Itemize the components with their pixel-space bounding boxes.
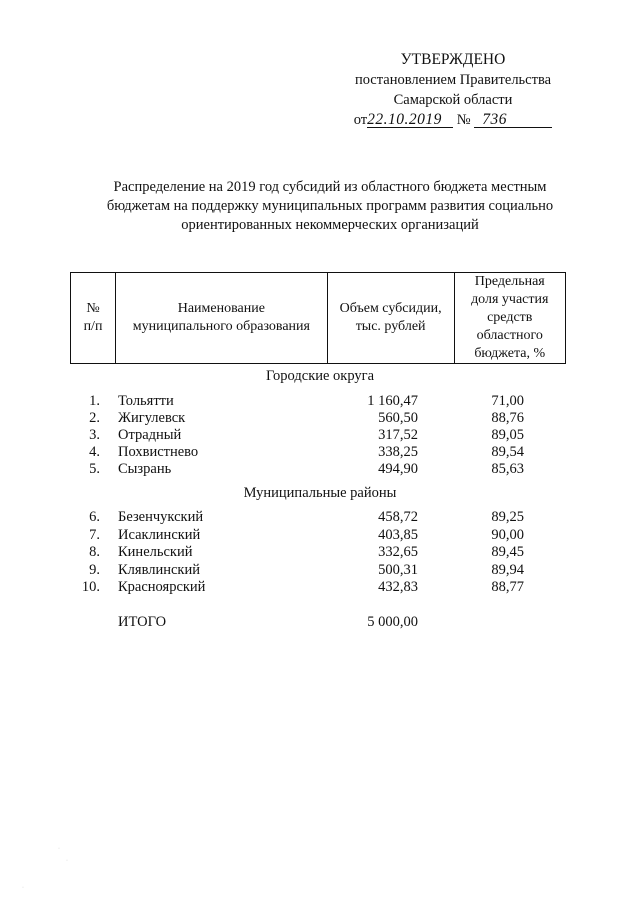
total-label: ИТОГО xyxy=(118,614,167,630)
header-col3-line1: Объем субсидии, xyxy=(339,301,442,316)
header-col1-line2: п/п xyxy=(83,319,103,334)
table-row xyxy=(0,392,640,410)
header-col3-line2: тыс. рублей xyxy=(355,319,426,334)
section-title-municipal-districts: Муниципальные районы xyxy=(243,485,397,501)
title-line3: ориентированных некоммерческих организаций xyxy=(181,217,479,233)
row-value: 458,72 xyxy=(378,509,418,525)
row-name: Похвистнево xyxy=(118,444,199,460)
scan-speck: · xyxy=(22,885,24,891)
row-name: Кинельский xyxy=(118,544,193,560)
row-share: 89,25 xyxy=(491,509,524,525)
header-col-amount xyxy=(327,273,454,364)
row-name: Красноярский xyxy=(118,579,206,595)
row-number: 6. xyxy=(89,509,100,525)
row-name: Безенчукский xyxy=(118,509,204,525)
approval-date-line xyxy=(338,110,568,130)
approval-number: 736 xyxy=(474,112,552,128)
scan-speck: · xyxy=(66,858,68,864)
row-value: 403,85 xyxy=(378,527,418,543)
row-value: 494,90 xyxy=(378,461,418,477)
row-value: 560,50 xyxy=(378,410,418,426)
header-col4-line2: доля участия xyxy=(471,292,549,307)
header-col-number xyxy=(71,273,116,364)
row-name: Тольятти xyxy=(118,393,174,409)
row-value: 432,83 xyxy=(378,579,418,595)
row-number: 10. xyxy=(81,579,100,595)
row-name: Отрадный xyxy=(118,427,182,443)
header-col-share xyxy=(454,273,565,364)
row-number: 4. xyxy=(89,444,100,460)
table-row xyxy=(0,460,640,478)
header-col4-line4: областного xyxy=(476,328,543,343)
section-title-city-districts: Городские округа xyxy=(265,368,375,384)
header-col-name xyxy=(116,273,328,364)
row-name: Жигулевск xyxy=(118,410,186,426)
title-line2: бюджетам на поддержку муниципальных программ развития социально xyxy=(106,198,554,214)
row-number: 7. xyxy=(89,527,100,543)
from-label: от xyxy=(353,112,368,128)
table-row xyxy=(0,543,640,561)
row-number: 2. xyxy=(89,410,100,426)
approval-block xyxy=(338,50,568,130)
approval-heading: УТВЕРЖДЕНО xyxy=(400,51,506,68)
table-row xyxy=(0,426,640,444)
header-col1-line1: № xyxy=(86,301,100,316)
row-share: 85,63 xyxy=(491,461,524,477)
row-name: Исаклинский xyxy=(118,527,201,543)
row-value: 500,31 xyxy=(378,562,418,578)
row-share: 89,54 xyxy=(491,444,524,460)
row-value: 332,65 xyxy=(378,544,418,560)
row-share: 90,00 xyxy=(491,527,524,543)
row-share: 89,45 xyxy=(491,544,524,560)
header-col4-line5: бюджета, % xyxy=(474,346,546,361)
table-header xyxy=(70,272,566,364)
total-row xyxy=(0,613,640,631)
total-value: 5 000,00 xyxy=(367,614,418,630)
row-number: 5. xyxy=(89,461,100,477)
approval-date: 22.10.2019 xyxy=(367,112,453,128)
number-label: № xyxy=(456,112,471,128)
header-col2-line2: муниципального образования xyxy=(132,319,310,334)
row-share: 89,05 xyxy=(491,427,524,443)
table-row xyxy=(0,526,640,544)
header-col2-line1: Наименование xyxy=(177,301,265,316)
table-row xyxy=(0,561,640,579)
row-share: 71,00 xyxy=(491,393,524,409)
table-row xyxy=(0,409,640,427)
table-row xyxy=(0,508,640,526)
row-share: 88,77 xyxy=(491,579,524,595)
header-col4-line1: Предельная xyxy=(474,274,545,289)
row-number: 1. xyxy=(89,393,100,409)
approval-line1: постановлением Правительства xyxy=(354,72,552,88)
scan-speck: · xyxy=(58,846,60,852)
table-row xyxy=(0,443,640,461)
document-title xyxy=(80,178,580,235)
row-value: 317,52 xyxy=(378,427,418,443)
row-share: 89,94 xyxy=(491,562,524,578)
row-value: 338,25 xyxy=(378,444,418,460)
row-name: Клявлинский xyxy=(118,562,200,578)
row-number: 9. xyxy=(89,562,100,578)
table-row xyxy=(0,578,640,596)
row-number: 3. xyxy=(89,427,100,443)
row-number: 8. xyxy=(89,544,100,560)
row-name: Сызрань xyxy=(118,461,172,477)
header-col4-line3: средств xyxy=(487,310,533,325)
approval-line2: Самарской области xyxy=(393,92,513,108)
row-share: 88,76 xyxy=(491,410,524,426)
title-line1: Распределение на 2019 год субсидий из областного бюджета местным xyxy=(113,179,547,195)
row-value: 1 160,47 xyxy=(367,393,418,409)
